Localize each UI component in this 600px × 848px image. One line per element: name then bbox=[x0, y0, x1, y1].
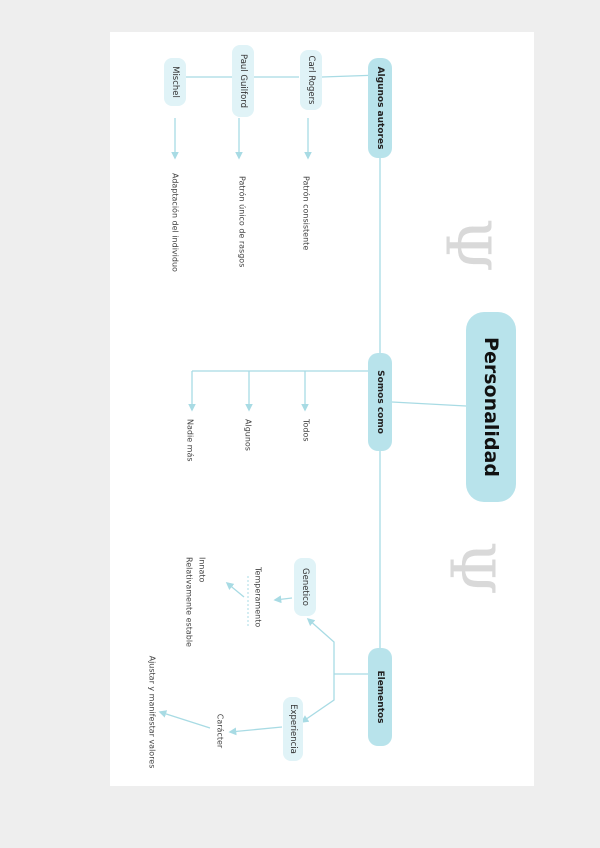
svg-text:Genetico: Genetico bbox=[300, 567, 310, 607]
author-description-mischel bbox=[171, 173, 181, 272]
author-node-guilford[interactable] bbox=[232, 45, 254, 117]
note-innato bbox=[198, 557, 207, 583]
svg-text:Paul Guilford: Paul Guilford bbox=[238, 53, 248, 109]
caracter-label bbox=[216, 714, 225, 749]
svg-text:Innato: Innato bbox=[197, 557, 207, 583]
hub-authors-label: Algunos autores bbox=[375, 66, 385, 150]
hub-elementos[interactable] bbox=[368, 648, 392, 746]
svg-text:Experiencia: Experiencia bbox=[288, 704, 298, 754]
somos-item-todos bbox=[302, 418, 311, 442]
author-node-rogers[interactable] bbox=[300, 50, 322, 110]
title-node[interactable] bbox=[466, 312, 516, 502]
author-description-guilford bbox=[238, 176, 248, 267]
svg-text:Nadie más: Nadie más bbox=[185, 419, 195, 462]
somos-item-algunos bbox=[244, 419, 253, 451]
svg-text:Adaptación del individuo: Adaptación del individuo bbox=[170, 173, 180, 272]
svg-text:Patrón consistente: Patrón consistente bbox=[301, 176, 311, 251]
svg-text:Todos: Todos bbox=[301, 419, 311, 442]
svg-text:Carácter: Carácter bbox=[215, 713, 225, 749]
hub-somos-label: Somos como bbox=[375, 370, 385, 434]
svg-text:Carl Rogers: Carl Rogers bbox=[306, 55, 316, 105]
diagram-title: Personalidad bbox=[480, 337, 502, 477]
svg-text:Ψ: Ψ bbox=[431, 217, 505, 273]
element-node-experiencia[interactable] bbox=[283, 697, 303, 761]
author-description-rogers bbox=[302, 176, 312, 250]
temperamento-label bbox=[254, 566, 263, 627]
svg-text:Patrón único de rasgos: Patrón único de rasgos bbox=[237, 176, 247, 268]
svg-text:Ajustar y manifestar valores: Ajustar y manifestar valores bbox=[147, 655, 157, 769]
svg-text:Relativamente estable: Relativamente estable bbox=[184, 557, 194, 647]
element-node-genetico[interactable] bbox=[294, 558, 316, 616]
somos-item-nadie-mas bbox=[186, 419, 195, 462]
author-node-mischel[interactable] bbox=[164, 58, 186, 106]
note-ajustar-valores bbox=[148, 656, 157, 769]
connectors bbox=[160, 75, 466, 732]
note-relativamente-estable bbox=[185, 557, 194, 647]
svg-text:Mischel: Mischel bbox=[170, 66, 180, 98]
hub-authors[interactable] bbox=[368, 58, 392, 158]
svg-text:Temperamento: Temperamento bbox=[253, 567, 263, 628]
hub-somos-como[interactable] bbox=[368, 353, 392, 451]
psi-watermark-top bbox=[432, 218, 505, 272]
svg-text:Ψ: Ψ bbox=[435, 540, 509, 596]
psi-watermark-bottom bbox=[436, 541, 509, 595]
svg-text:Algunos: Algunos bbox=[243, 419, 253, 451]
hub-elementos-label: Elementos bbox=[375, 670, 385, 724]
